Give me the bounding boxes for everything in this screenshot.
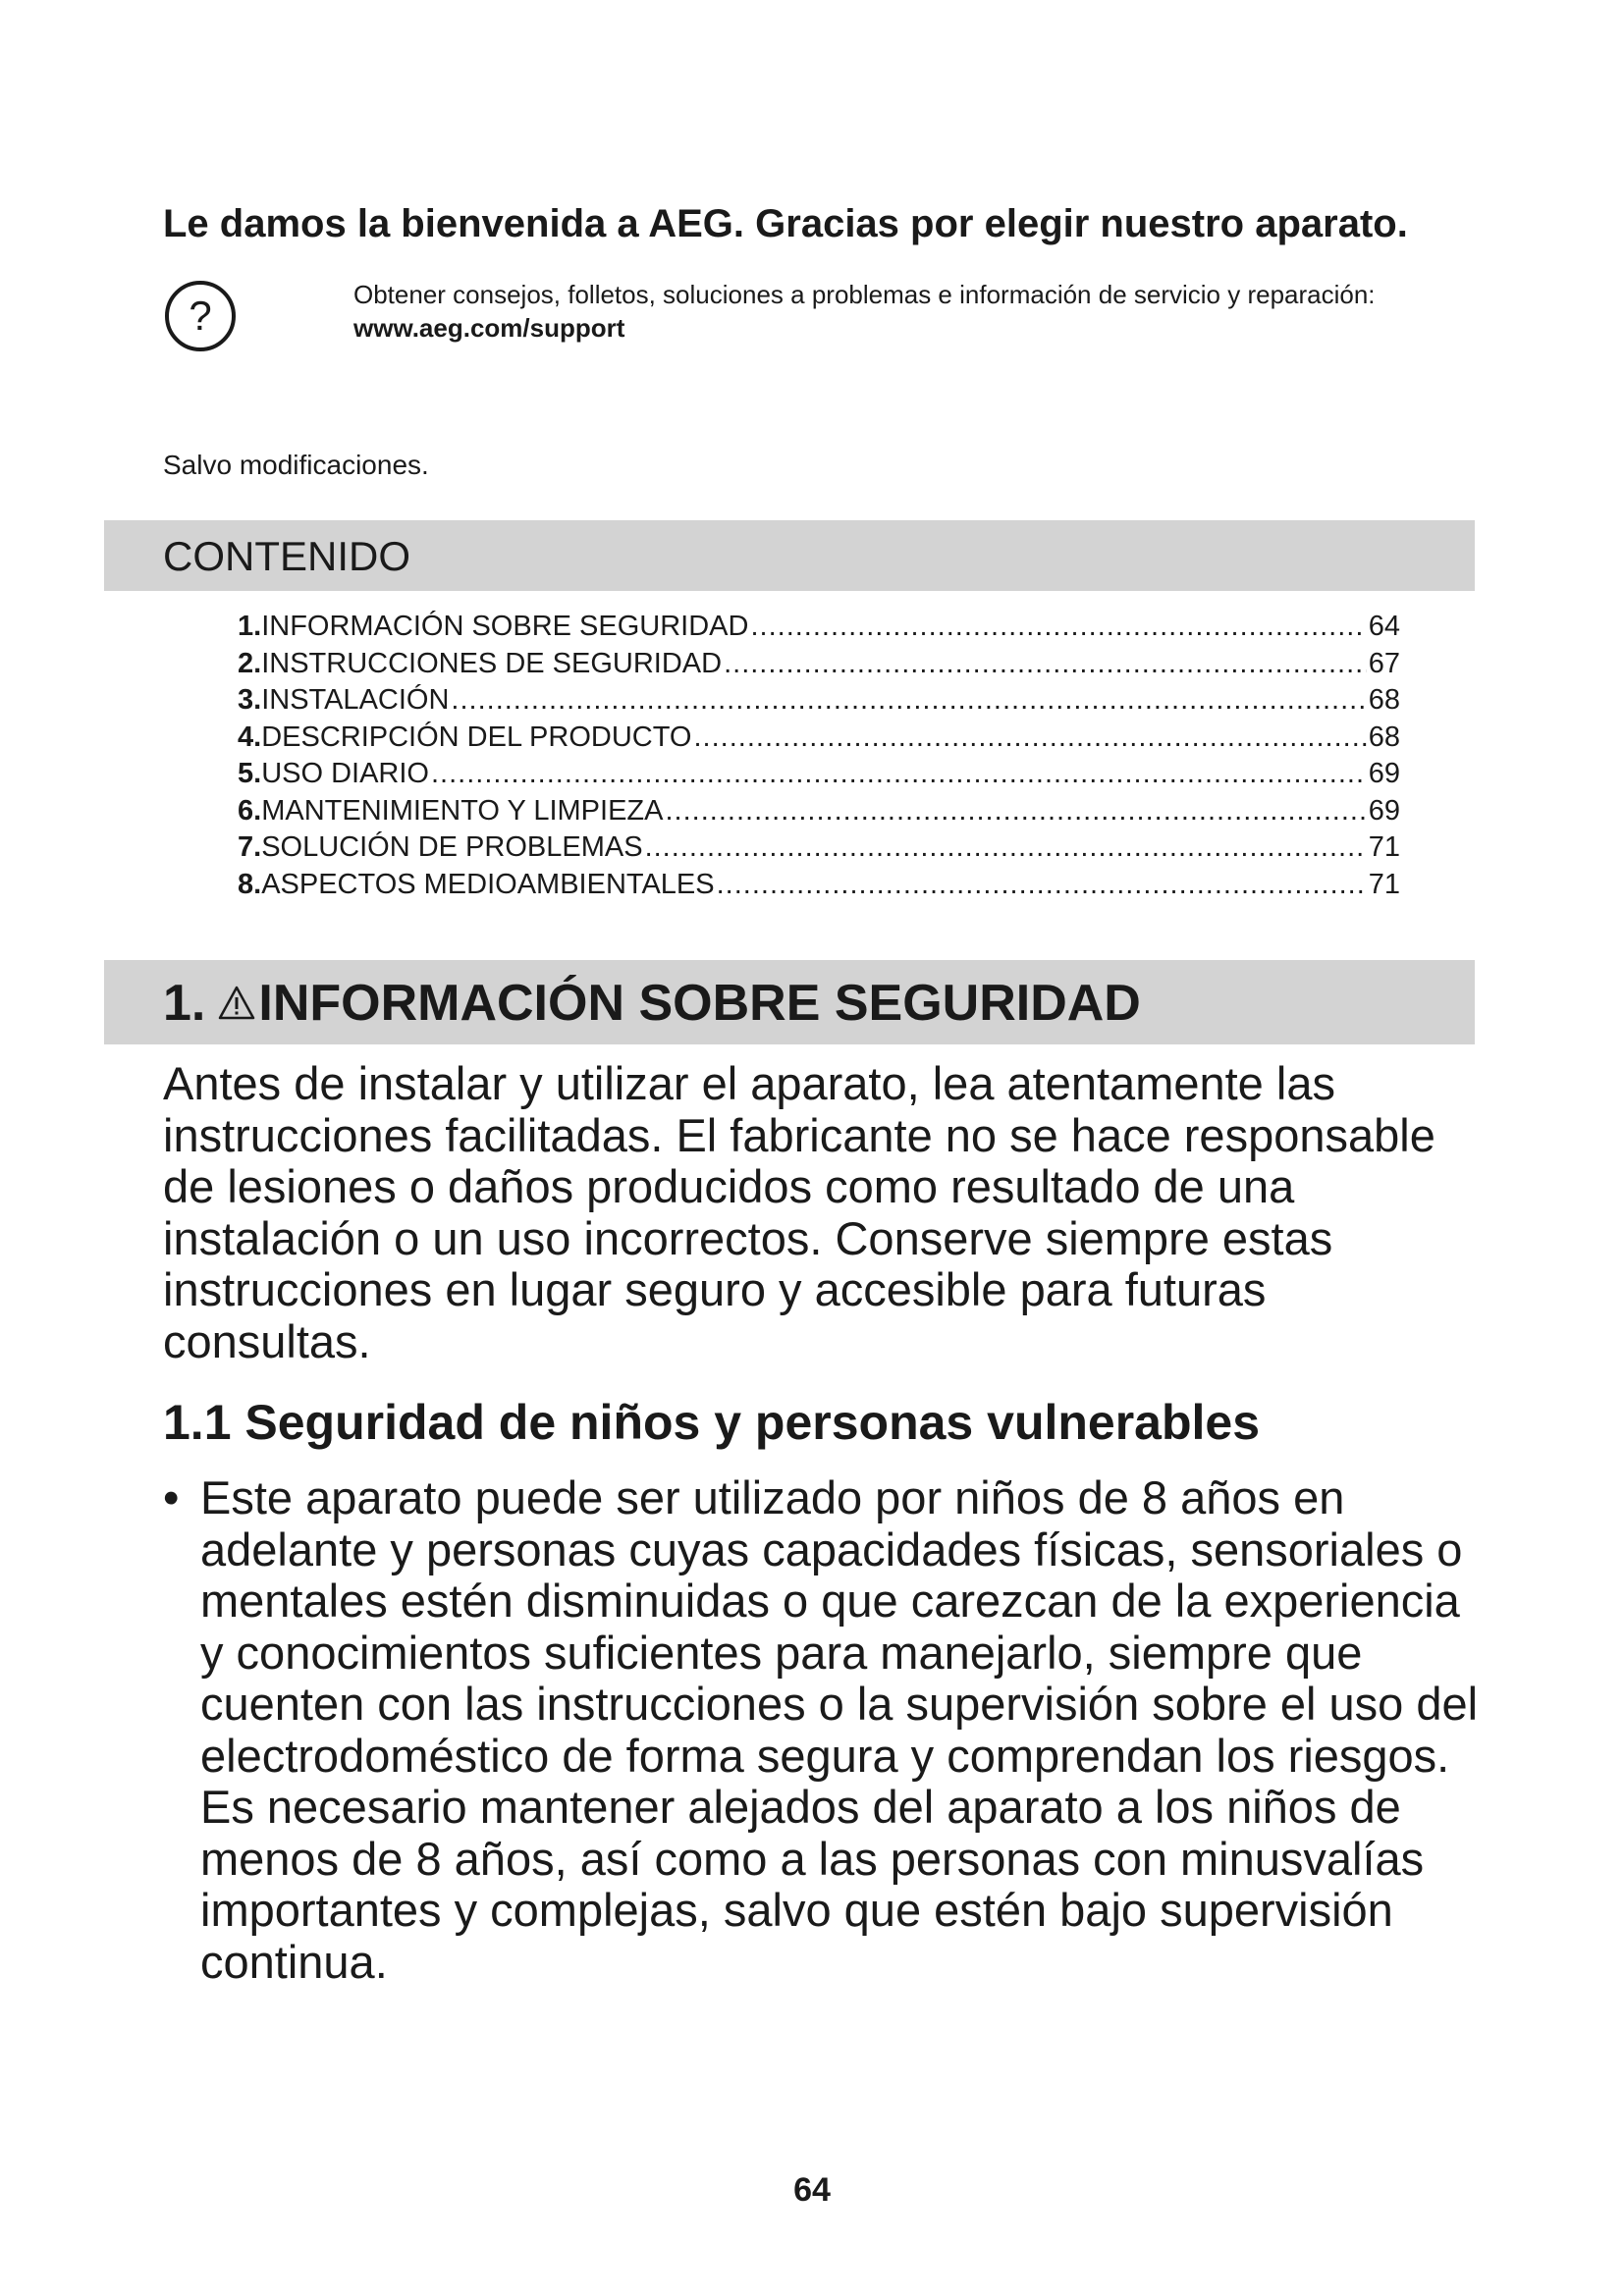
list-item-text: Este aparato puede ser utilizado por niños de 8 años en adelante y personas cuyas capacidades físicas, sensoriales o mentales estén disminuidas o que carezcan de la experiencia y conocimientos suficientes para manejarlo, siempre que cuenten con las instrucciones o la supervisión sobre el uso del electrodoméstico de forma segura y comprendan los riesgos. Es necesario mantener alejados del aparato a los niños de menos de 8 años, así como a las personas con minusvalías importantes y complejas, salvo que estén bajo supervisión continua. bbox=[200, 1471, 1479, 1988]
toc-entry[interactable] bbox=[238, 867, 1400, 904]
changes-note: Salvo modificaciones. bbox=[163, 450, 429, 480]
toc-entry[interactable] bbox=[238, 682, 1400, 720]
contents-heading: CONTENIDO bbox=[163, 533, 410, 579]
welcome-heading: Le damos la bienvenida a AEG. Gracias por elegir nuestro aparato. bbox=[163, 202, 1408, 245]
toc-number: 2. bbox=[238, 647, 262, 679]
toc-leader bbox=[451, 682, 1366, 720]
toc-number: 4. bbox=[238, 721, 262, 753]
contents-header-band bbox=[104, 520, 1475, 591]
support-info bbox=[353, 278, 1443, 345]
toc-page: 64 bbox=[1368, 611, 1400, 642]
toc-entry[interactable] bbox=[238, 646, 1400, 683]
intro-paragraph: Antes de instalar y utilizar el aparato, lea atentamente las instrucciones facilitadas. El fabricante no se hace responsable de lesiones o daños producidos como resultado de una instalación o un uso incorrectos. Conserve siempre estas instrucciones en lugar seguro y accesible para futuras consultas. bbox=[163, 1057, 1435, 1367]
toc-number: 6. bbox=[238, 794, 262, 827]
toc-title: INFORMACIÓN SOBRE SEGURIDAD bbox=[261, 611, 749, 642]
toc-page: 71 bbox=[1368, 868, 1400, 900]
toc-title: MANTENIMIENTO Y LIMPIEZA bbox=[261, 794, 664, 827]
toc-entry[interactable] bbox=[238, 720, 1400, 757]
svg-text:?: ? bbox=[189, 293, 212, 339]
toc-leader bbox=[724, 646, 1367, 683]
section-number: 1. bbox=[163, 975, 206, 1032]
toc-title: ASPECTOS MEDIOAMBIENTALES bbox=[261, 868, 715, 900]
toc-leader bbox=[693, 720, 1366, 757]
toc-leader bbox=[431, 756, 1367, 793]
toc-page: 69 bbox=[1368, 794, 1400, 827]
toc-number: 1. bbox=[238, 611, 262, 642]
toc-entry[interactable] bbox=[238, 829, 1400, 867]
bullet-marker: • bbox=[163, 1471, 180, 1523]
toc-number: 8. bbox=[238, 868, 262, 900]
toc-page: 69 bbox=[1368, 758, 1400, 789]
toc-leader bbox=[666, 793, 1367, 830]
toc-title: DESCRIPCIÓN DEL PRODUCTO bbox=[261, 721, 692, 753]
warning-triangle-icon bbox=[217, 984, 256, 1023]
list-item bbox=[163, 1472, 1479, 1988]
toc-title: INSTRUCCIONES DE SEGURIDAD bbox=[261, 647, 723, 679]
toc-page: 67 bbox=[1368, 647, 1400, 679]
toc-number: 3. bbox=[238, 684, 262, 716]
toc-number: 5. bbox=[238, 758, 262, 789]
page-number: 64 bbox=[793, 2171, 831, 2209]
table-of-contents bbox=[238, 609, 1400, 903]
section-heading bbox=[163, 974, 1141, 1033]
support-text: Obtener consejos, folletos, soluciones a problemas e información de servicio y reparación: bbox=[353, 280, 1376, 309]
toc-title: USO DIARIO bbox=[261, 758, 429, 789]
toc-leader bbox=[645, 829, 1367, 867]
toc-title: INSTALACIÓN bbox=[261, 684, 450, 716]
toc-title: SOLUCIÓN DE PROBLEMAS bbox=[261, 831, 643, 863]
subsection-heading: 1.1 Seguridad de niños y personas vulnerables bbox=[163, 1395, 1261, 1450]
section-title: INFORMACIÓN SOBRE SEGURIDAD bbox=[258, 975, 1141, 1032]
toc-page: 68 bbox=[1368, 684, 1400, 716]
question-circle-icon bbox=[163, 279, 238, 353]
toc-entry[interactable] bbox=[238, 609, 1400, 646]
toc-number: 7. bbox=[238, 831, 262, 863]
toc-leader bbox=[750, 609, 1366, 646]
support-link[interactable]: www.aeg.com/support bbox=[353, 313, 625, 343]
toc-page: 71 bbox=[1368, 831, 1400, 863]
toc-page: 68 bbox=[1368, 721, 1400, 753]
section-header-band bbox=[104, 960, 1475, 1044]
toc-entry[interactable] bbox=[238, 756, 1400, 793]
toc-entry[interactable] bbox=[238, 793, 1400, 830]
toc-leader bbox=[717, 867, 1367, 904]
